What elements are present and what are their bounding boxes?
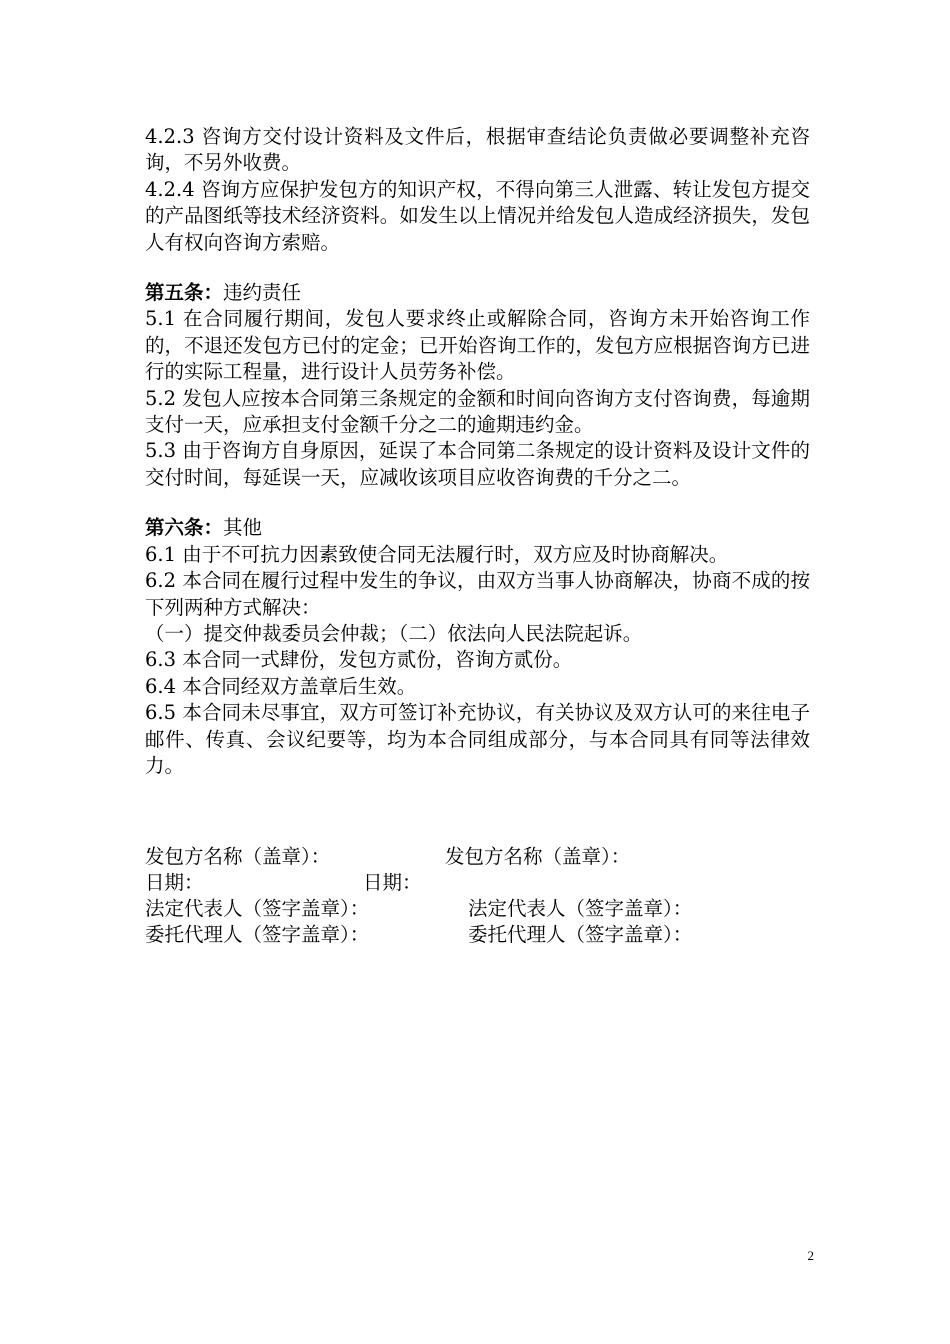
article-5-title: 违约责任 (223, 281, 302, 305)
left-agent-label: 委托代理人（签字盖章）： (145, 923, 370, 946)
signature-block (145, 844, 810, 948)
clause-6-2-options: （一）提交仲裁委员会仲裁；（二）依法向人民法院起诉。 (145, 621, 643, 645)
article-5-heading (145, 280, 810, 306)
right-date-label: 日期： (363, 871, 422, 894)
clause-6-1: 6.1 由于不可抗力因素致使合同无法履行时，双方应及时协商解决。 (145, 542, 729, 566)
clause-6-4: 6.4 本合同经双方盖章后生效。 (145, 674, 417, 698)
clause-5-2: 5.2 发包人应按本合同第三条规定的金额和时间向咨询方支付咨询费，每逾期支付一天，应承担支付金额千分之二的逾期违约金。 (145, 386, 810, 437)
signature-row-name (145, 844, 810, 870)
clause-6-3: 6.3 本合同一式肆份，发包方贰份，咨询方贰份。 (145, 648, 573, 672)
signature-row-date (145, 870, 810, 896)
clause-5-1: 5.1 在合同履行期间，发包人要求终止或解除合同，咨询方未开始咨询工作的，不退还发包方已付的定金；已开始咨询工作的，发包方应根据咨询方已进行的实际工程量，进行设计人员劳务补偿。 (145, 307, 810, 384)
left-legal-rep-label: 法定代表人（签字盖章）： (145, 897, 370, 920)
page-number: 2 (807, 1248, 814, 1263)
article-6-title: 其他 (223, 516, 263, 540)
signature-row-agent (145, 922, 810, 948)
clause-5-3: 5.3 由于咨询方自身原因，延误了本合同第二条规定的设计资料及设计文件的交付时间，每延误一天，应减收该项目应收咨询费的千分之二。 (145, 439, 810, 489)
clause-6-2: 6.2 本合同在履行过程中发生的争议，由双方当事人协商解决，协商不成的按下列两种方式解决： (145, 569, 810, 619)
clause-4-2-4: 4.2.4 咨询方应保护发包方的知识产权，不得向第三人泄露、转让发包方提交的产品图纸等技术经济资料。如发生以上情况并给发包人造成经济损失，发包人有权向咨询方索赔。 (145, 177, 810, 254)
paragraph-spacer (145, 491, 810, 515)
left-date-label: 日期： (145, 871, 204, 894)
article-6-heading (145, 515, 810, 541)
article-5-label: 第五条： (145, 281, 224, 305)
left-party-name-label: 发包方名称（盖章）： (145, 845, 331, 868)
paragraph-spacer (145, 256, 810, 280)
contract-body (145, 124, 810, 779)
right-party-name-label: 发包方名称（盖章）： (445, 845, 631, 868)
right-agent-label: 委托代理人（签字盖章）： (468, 923, 693, 946)
right-legal-rep-label: 法定代表人（签字盖章）： (468, 897, 693, 920)
clause-4-2-3: 4.2.3 咨询方交付设计资料及文件后，根据审查结论负责做必要调整补充咨询，不另外收费。 (145, 125, 810, 175)
signature-row-legal-rep (145, 896, 810, 922)
clause-6-5: 6.5 本合同未尽事宜，双方可签订补充协议，有关协议及双方认可的来往电子邮件、传真、会议纪要等，均为本合同组成部分，与本合同具有同等法律效力。 (145, 701, 810, 777)
article-6-label: 第六条： (145, 516, 224, 540)
